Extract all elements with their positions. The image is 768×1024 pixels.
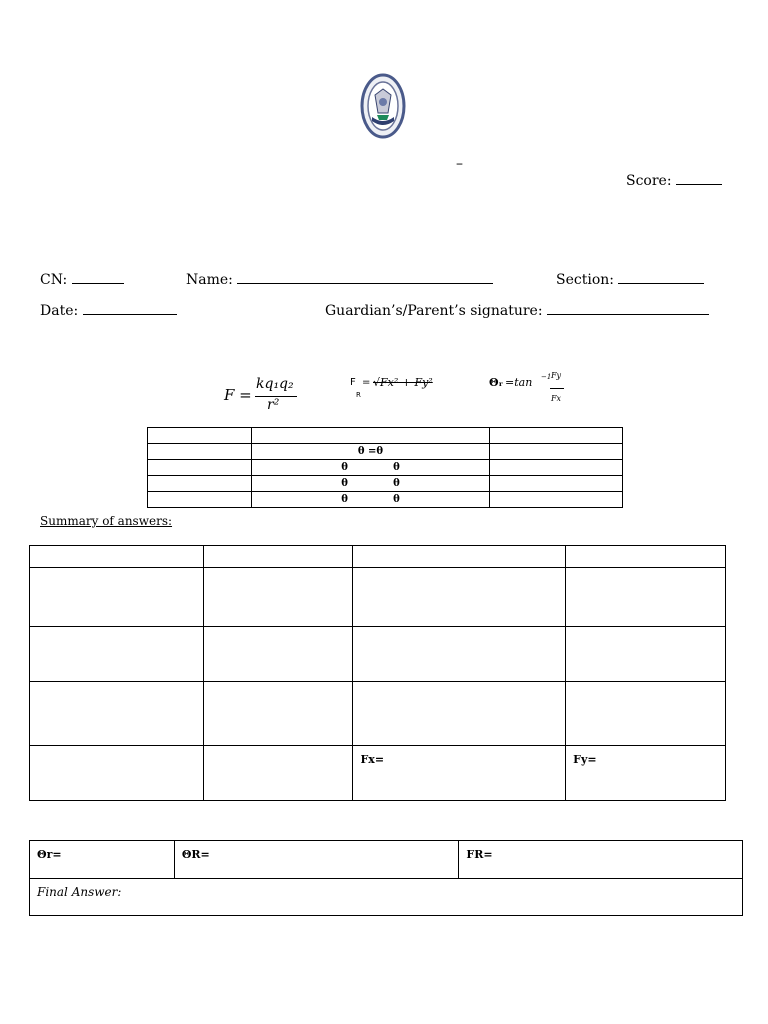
resultant-F: F <box>350 377 356 388</box>
coulomb-numerator: kq₁q₂ <box>256 376 294 392</box>
name-label: Name: <box>186 272 233 288</box>
resultant-subscript: R <box>356 391 361 399</box>
table-cell: θ θ <box>252 460 490 476</box>
answer-cell[interactable] <box>566 682 726 746</box>
final-table <box>29 840 743 916</box>
school-seal-icon <box>360 73 406 139</box>
answer-cell[interactable] <box>30 682 204 746</box>
answer-cell[interactable] <box>566 568 726 627</box>
table-cell <box>490 460 623 476</box>
answer-cell[interactable] <box>353 546 566 568</box>
answer-cell[interactable] <box>30 568 204 627</box>
fy-label: Fy= <box>573 753 597 766</box>
summary-title: Summary of answers: <box>40 514 173 528</box>
table-cell <box>490 476 623 492</box>
fy-cell[interactable] <box>566 746 726 801</box>
resultant-expression: √Fx² + Fy² <box>373 376 433 389</box>
guardian-blank[interactable] <box>547 313 709 315</box>
score-field <box>626 173 722 189</box>
table-cell <box>148 492 252 508</box>
section-label: Section: <box>556 272 614 288</box>
section-blank[interactable] <box>618 282 704 284</box>
angle-exponent: −1 <box>541 373 552 381</box>
answer-cell[interactable] <box>203 627 353 682</box>
final-answer-cell[interactable] <box>30 879 743 916</box>
fx-cell[interactable] <box>353 746 566 801</box>
F-R-cell[interactable] <box>459 841 743 879</box>
answer-cell[interactable] <box>203 546 353 568</box>
resultant-equals: = <box>362 377 371 388</box>
table-cell <box>490 428 623 444</box>
theta-R-label: ΘR= <box>181 848 210 861</box>
cn-field <box>40 272 124 288</box>
answer-cell[interactable] <box>203 682 353 746</box>
theta-r-cell[interactable] <box>30 841 175 879</box>
answer-cell[interactable] <box>30 627 204 682</box>
answer-cell[interactable] <box>203 746 353 801</box>
theta-r-label: Θr= <box>37 848 62 861</box>
angle-label: Θᵣ <box>489 376 504 389</box>
table-row <box>30 841 743 879</box>
table-row <box>30 682 726 746</box>
answer-cell[interactable] <box>353 682 566 746</box>
coulomb-formula <box>224 376 304 416</box>
table-row <box>148 428 623 444</box>
table-row <box>30 546 726 568</box>
table-cell <box>148 444 252 460</box>
final-answer-label: Final Answer: <box>37 885 122 899</box>
score-blank[interactable] <box>676 183 722 185</box>
table-row <box>30 746 726 801</box>
table-row <box>148 492 623 508</box>
table-cell <box>148 460 252 476</box>
answer-cell[interactable] <box>353 627 566 682</box>
F-R-label: FR= <box>466 848 493 861</box>
date-blank[interactable] <box>83 313 177 315</box>
table-cell: θ =θ <box>252 444 490 460</box>
answer-cell[interactable] <box>30 546 204 568</box>
answer-cell[interactable] <box>566 546 726 568</box>
table-cell <box>490 444 623 460</box>
table-row <box>148 460 623 476</box>
answer-cell[interactable] <box>353 568 566 627</box>
table-row <box>30 627 726 682</box>
table-cell <box>490 492 623 508</box>
table-cell: θ θ <box>252 476 490 492</box>
header-dash: – <box>456 156 463 172</box>
section-field <box>556 272 704 288</box>
angle-formula <box>489 370 569 410</box>
cn-label: CN: <box>40 272 68 288</box>
cn-blank[interactable] <box>72 282 124 284</box>
coulomb-denominator: r² <box>267 397 280 413</box>
name-blank[interactable] <box>237 282 493 284</box>
summary-table <box>29 545 726 801</box>
angle-table <box>147 427 623 508</box>
resultant-formula <box>350 377 460 403</box>
table-cell <box>148 476 252 492</box>
table-cell <box>252 428 490 444</box>
table-row <box>148 476 623 492</box>
angle-fraction-bar <box>550 388 564 389</box>
date-field <box>40 303 177 319</box>
angle-tan: =tan <box>505 376 533 389</box>
table-row <box>30 879 743 916</box>
theta-R-cell[interactable] <box>174 841 459 879</box>
table-cell: θ θ <box>252 492 490 508</box>
table-row <box>30 568 726 627</box>
coulomb-lhs: F = <box>224 386 252 404</box>
angle-denominator: Fx <box>551 394 562 403</box>
guardian-field <box>325 303 709 319</box>
table-cell <box>148 428 252 444</box>
answer-cell[interactable] <box>203 568 353 627</box>
table-row <box>148 444 623 460</box>
name-field <box>186 272 493 288</box>
guardian-label: Guardian’s/Parent’s signature: <box>325 303 543 319</box>
fx-label: Fx= <box>360 753 385 766</box>
answer-cell[interactable] <box>30 746 204 801</box>
angle-numerator: Fy <box>551 371 562 380</box>
answer-cell[interactable] <box>566 627 726 682</box>
score-label: Score: <box>626 173 672 189</box>
date-label: Date: <box>40 303 79 319</box>
